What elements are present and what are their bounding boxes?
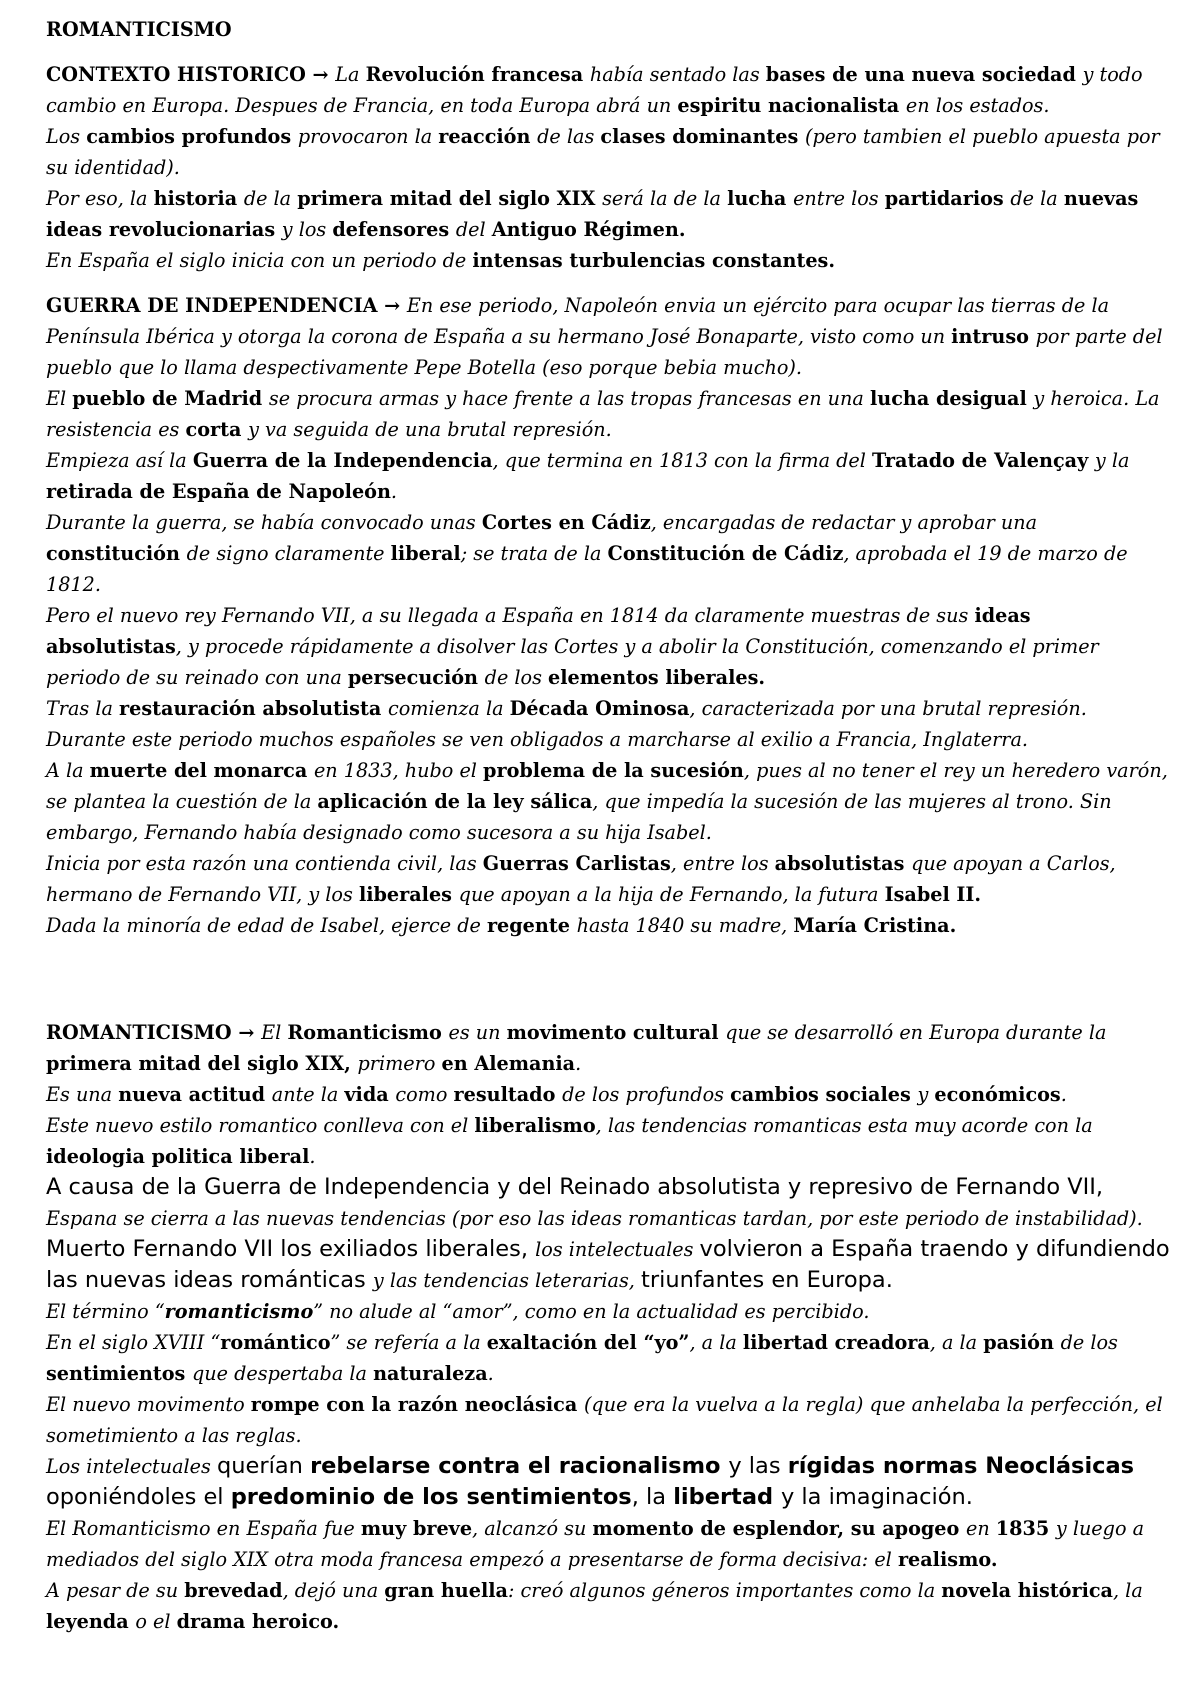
text-run: ideologia politica liberal — [46, 1145, 310, 1168]
text-run: intensas turbulencias constantes. — [472, 249, 836, 272]
text-run: , caracterizada por una brutal represión. — [689, 697, 1087, 720]
text-run: A causa de la Guerra de Independencia y del Reinado absolutista y represivo de Fernando VII, — [46, 1174, 1104, 1200]
text-run: A pesar de su — [46, 1579, 185, 1602]
text-run: defensores — [332, 218, 456, 241]
text-run: El — [46, 387, 73, 410]
text-run: movimento cultural — [506, 1021, 726, 1044]
text-run: , que termina en 1813 con la firma del — [492, 449, 873, 472]
text-run: nuevas ideas revolucionarias — [46, 187, 1139, 241]
text-run: Guerras Carlistas — [482, 852, 671, 875]
text-run: ante la — [271, 1083, 345, 1106]
text-run: constitución — [46, 542, 187, 565]
text-run: en — [965, 1517, 996, 1540]
text-run: En el siglo XVIII “ — [46, 1331, 221, 1354]
document-page — [46, 14, 1170, 1637]
text-run: , a la — [929, 1331, 984, 1354]
text-run: en 1833, hubo el — [313, 759, 484, 782]
text-run: Por eso, la — [46, 187, 154, 210]
text-run: El — [261, 1021, 288, 1044]
text-run: Cortes en Cádiz — [481, 511, 651, 534]
paragraph — [46, 1296, 1170, 1327]
text-run: Dada la minoría de edad de Isabel, ejerce de — [46, 914, 487, 937]
text-run: ideas absolutistas — [46, 604, 1031, 658]
paragraph — [46, 1234, 1170, 1296]
text-run: reacción — [438, 125, 538, 148]
text-run: (pero tambien el pueblo apuesta por su identidad). — [46, 125, 1160, 179]
text-run: GUERRA DE INDEPENDENCIA → — [46, 294, 407, 317]
text-run: , que impedía la sucesión de las mujeres al trono. Sin embargo, Fernando había designado como sucesora a su hija Isabel. — [46, 790, 1112, 844]
text-run: había sentado las — [589, 63, 766, 86]
text-run: Los — [46, 125, 87, 148]
paragraph — [46, 1110, 1170, 1172]
paragraph — [46, 1017, 1170, 1079]
paragraph — [46, 755, 1170, 848]
paragraph — [46, 59, 1170, 121]
text-run: drama heroico. — [176, 1610, 340, 1633]
text-run: rígidas normas Neoclásicas — [787, 1453, 1135, 1479]
paragraph — [46, 290, 1170, 383]
paragraph — [46, 383, 1170, 445]
paragraph — [46, 1513, 1170, 1575]
text-run: liberal — [390, 542, 461, 565]
paragraph — [46, 1389, 1170, 1451]
text-run: que apoyan a Carlos, hermano de Fernando VII, y los — [46, 852, 1116, 906]
text-run: , alcanzó su — [472, 1517, 593, 1540]
text-run: en los estados. — [905, 94, 1050, 117]
paragraph — [46, 693, 1170, 724]
text-run: , pues al no tener el rey un heredero varón, se plantea la cuestión de la — [46, 759, 1168, 813]
text-run: oponiéndoles el — [46, 1484, 231, 1510]
text-run: , la — [1112, 1579, 1143, 1602]
paragraph — [46, 1451, 1170, 1513]
text-run: (que era la vuelva a la regla) que anhelaba la perfección, el sometimiento a las reglas. — [46, 1393, 1163, 1447]
text-run: La — [335, 63, 366, 86]
text-run: ” se refería a la — [330, 1331, 487, 1354]
text-run: . — [390, 480, 398, 503]
text-run: Tras la — [46, 697, 120, 720]
paragraph — [46, 507, 1170, 600]
text-run: muy breve — [360, 1517, 473, 1540]
text-run: . — [487, 1362, 494, 1385]
text-run: Romanticismo — [287, 1021, 449, 1044]
text-run: de los — [484, 666, 549, 689]
paragraph — [46, 1079, 1170, 1110]
text-run: del — [455, 218, 492, 241]
text-run: Década Ominosa — [509, 697, 690, 720]
text-run: muerte del monarca — [89, 759, 314, 782]
text-run: y todo cambio en Europa. Despues de Francia, en toda Europa abrá un — [46, 63, 1143, 117]
text-run: pueblo de Madrid — [72, 387, 269, 410]
text-run: volvieron a España traendo y difundiendo las nuevas ideas románticas — [46, 1236, 1170, 1293]
paragraph — [46, 183, 1170, 245]
text-run: y — [917, 1083, 935, 1106]
text-run: querían — [216, 1453, 311, 1479]
text-run: gran huella — [384, 1579, 508, 1602]
text-run: . — [1060, 1083, 1067, 1106]
text-run: los intelectuales — [535, 1238, 700, 1261]
text-run: ROMANTICISMO → — [46, 1021, 262, 1044]
text-run: y las — [728, 1453, 788, 1479]
text-run: El término “ — [46, 1300, 165, 1323]
paragraph — [46, 910, 1170, 941]
text-run: y las tendencias leterarias, — [372, 1269, 642, 1292]
text-run: libertad creadora — [742, 1331, 930, 1354]
text-run: y la imaginación. — [780, 1484, 973, 1510]
text-run: , dejó una — [282, 1579, 385, 1602]
text-run: entre los — [793, 187, 885, 210]
text-run: Muerto Fernando VII los exiliados liberales, — [46, 1236, 536, 1262]
text-run: Espana se cierra a las nuevas tendencias (por eso las ideas romanticas tardan, por este periodo de instabilidad). — [46, 1207, 1143, 1230]
text-run: económicos — [934, 1083, 1061, 1106]
text-run: regente — [486, 914, 577, 937]
text-run: libertad — [673, 1484, 781, 1510]
text-run: primero — [357, 1052, 442, 1075]
text-run: será la de la — [602, 187, 728, 210]
text-run: sentimientos — [46, 1362, 193, 1385]
text-run: , entre los — [670, 852, 775, 875]
text-run: , aprobada el 19 de marzo de 1812. — [46, 542, 1128, 596]
text-run: historia — [153, 187, 244, 210]
text-run: Es una — [46, 1083, 119, 1106]
text-run: predominio de los sentimientos — [230, 1484, 632, 1510]
text-run: Isabel II. — [884, 883, 982, 906]
text-run: Inicia por esta razón una contienda civil, las — [46, 852, 483, 875]
text-run: es un — [448, 1021, 507, 1044]
text-run: partidarios — [884, 187, 1011, 210]
text-run: que despertaba la — [192, 1362, 374, 1385]
text-run: provocaron la — [297, 125, 439, 148]
text-run: y luego a mediados del siglo XIX otra moda francesa empezó a presentarse de forma decisiva: el — [46, 1517, 1145, 1571]
text-run: rompe con la razón neoclásica — [250, 1393, 584, 1416]
text-run: leyenda — [46, 1610, 136, 1633]
text-run: , las tendencias romanticas esta muy acorde con la — [595, 1114, 1093, 1137]
paragraph — [46, 1327, 1170, 1389]
text-run: liberalismo — [474, 1114, 596, 1137]
paragraph — [46, 445, 1170, 507]
text-run: , la — [631, 1484, 674, 1510]
text-run: de los profundos — [562, 1083, 731, 1106]
text-run: cambios profundos — [86, 125, 298, 148]
text-run: exaltación del “yo” — [486, 1331, 690, 1354]
text-run: primera mitad del siglo XIX, — [46, 1052, 358, 1075]
text-run: 1835 — [995, 1517, 1056, 1540]
text-run: de la — [243, 187, 298, 210]
text-run: retirada de España de Napoleón — [46, 480, 391, 503]
text-run: restauración absolutista — [119, 697, 388, 720]
text-run: absolutistas — [774, 852, 912, 875]
text-run: Pero el nuevo rey Fernando VII, a su llegada a España en 1814 da claramente muestras de sus — [46, 604, 975, 627]
text-run: en Alemania — [441, 1052, 576, 1075]
text-run: clases dominantes — [600, 125, 805, 148]
paragraph — [46, 1172, 1170, 1234]
text-run: y va seguida de una brutal represión. — [248, 418, 612, 441]
text-run: triunfantes en Europa. — [641, 1267, 893, 1293]
text-run: A la — [46, 759, 90, 782]
text-run: ; se trata de la — [460, 542, 608, 565]
text-run: resultado — [453, 1083, 563, 1106]
text-run: comienza la — [387, 697, 510, 720]
text-run: Durante la guerra, se había convocado unas — [46, 511, 482, 534]
text-run: persecución — [347, 666, 485, 689]
text-run: y heroica. La resistencia es — [46, 387, 1160, 441]
text-run: Revolución francesa — [365, 63, 590, 86]
section-contexto — [46, 59, 1170, 276]
text-run: El Romanticismo en España fue — [46, 1517, 361, 1540]
text-run: , y procede rápidamente a disolver las Cortes y a abolir la Constitución, comenzando el primer periodo de su reinado con una — [46, 635, 1099, 689]
paragraph — [46, 600, 1170, 693]
text-run: , a la — [689, 1331, 743, 1354]
text-run: pasión — [983, 1331, 1061, 1354]
text-run: Constitución de Cádiz — [607, 542, 844, 565]
section-romanticismo — [46, 1017, 1170, 1637]
document-body — [46, 59, 1170, 1637]
paragraph — [46, 121, 1170, 183]
text-run: ” no alude al “amor”, como en la actualidad es percibido. — [313, 1300, 870, 1323]
text-run: que apoyan a la hija de Fernando, la futura — [458, 883, 885, 906]
section-guerra — [46, 290, 1170, 941]
text-run: que se desarrolló en Europa durante la — [725, 1021, 1107, 1044]
text-run: . — [575, 1052, 582, 1075]
text-run: intruso — [951, 325, 1036, 348]
text-run: hasta 1840 su madre, — [576, 914, 794, 937]
text-run: Empieza así la — [46, 449, 193, 472]
text-run: rebelarse contra el racionalismo — [310, 1453, 729, 1479]
text-run: corta — [185, 418, 249, 441]
text-run: de las — [537, 125, 601, 148]
text-run: bases de una nueva sociedad — [765, 63, 1083, 86]
paragraph — [46, 848, 1170, 910]
text-run: momento de esplendor, su apogeo — [592, 1517, 966, 1540]
paragraph — [46, 1575, 1170, 1637]
text-run: lucha — [727, 187, 794, 210]
text-run: Antiguo Régimen. — [491, 218, 686, 241]
text-run: Tratado de Valençay — [872, 449, 1095, 472]
text-run: aplicación de la ley sálica — [317, 790, 593, 813]
text-run: nueva actitud — [118, 1083, 272, 1106]
text-run: El nuevo movimento — [46, 1393, 251, 1416]
text-run: naturaleza — [373, 1362, 488, 1385]
text-run: como — [395, 1083, 454, 1106]
text-run: En España el siglo inicia con un periodo de — [46, 249, 473, 272]
text-run: y la — [1094, 449, 1130, 472]
text-run: y los — [281, 218, 333, 241]
text-run: Los intelectuales — [46, 1455, 217, 1478]
text-run: . — [309, 1145, 316, 1168]
text-run: liberales — [358, 883, 459, 906]
paragraph — [46, 245, 1170, 276]
text-run: romanticismo — [164, 1300, 314, 1323]
text-run: novela histórica — [941, 1579, 1113, 1602]
text-run: Durante este periodo muchos españoles se ven obligados a marcharse al exilio a Francia, Inglaterra. — [46, 728, 1029, 751]
text-run: : creó algunos géneros importantes como la — [507, 1579, 942, 1602]
text-run: cambios sociales — [730, 1083, 918, 1106]
text-run: , encargadas de redactar y aprobar una — [650, 511, 1038, 534]
text-run: espiritu nacionalista — [677, 94, 906, 117]
text-run: brevedad — [184, 1579, 283, 1602]
paragraph — [46, 724, 1170, 755]
text-run: María Cristina. — [793, 914, 957, 937]
text-run: de la — [1010, 187, 1064, 210]
text-run: de los — [1060, 1331, 1118, 1354]
text-run: Este nuevo estilo romantico conlleva con el — [46, 1114, 475, 1137]
document-title: ROMANTICISMO — [46, 18, 232, 41]
text-run: de signo claramente — [186, 542, 391, 565]
text-run: o el — [135, 1610, 177, 1633]
text-run: elementos liberales. — [548, 666, 766, 689]
text-run: problema de la sucesión — [483, 759, 744, 782]
text-run: realismo. — [897, 1548, 998, 1571]
text-run: Guerra de la Independencia — [192, 449, 493, 472]
text-run: En ese periodo, Napoleón envia un ejército para ocupar las tierras de la Península Ibérica y otorga la corona de España a su hermano José Bonaparte, visto como un — [46, 294, 1110, 348]
text-run: romántico — [220, 1331, 331, 1354]
text-run: CONTEXTO HISTORICO → — [46, 63, 336, 86]
text-run: vida — [344, 1083, 396, 1106]
text-run: por parte del pueblo que lo llama despectivamente Pepe Botella (eso porque bebia mucho). — [46, 325, 1163, 379]
text-run: primera mitad del siglo XIX — [297, 187, 603, 210]
text-run: lucha desigual — [869, 387, 1034, 410]
text-run: se procura armas y hace frente a las tropas francesas en una — [268, 387, 870, 410]
